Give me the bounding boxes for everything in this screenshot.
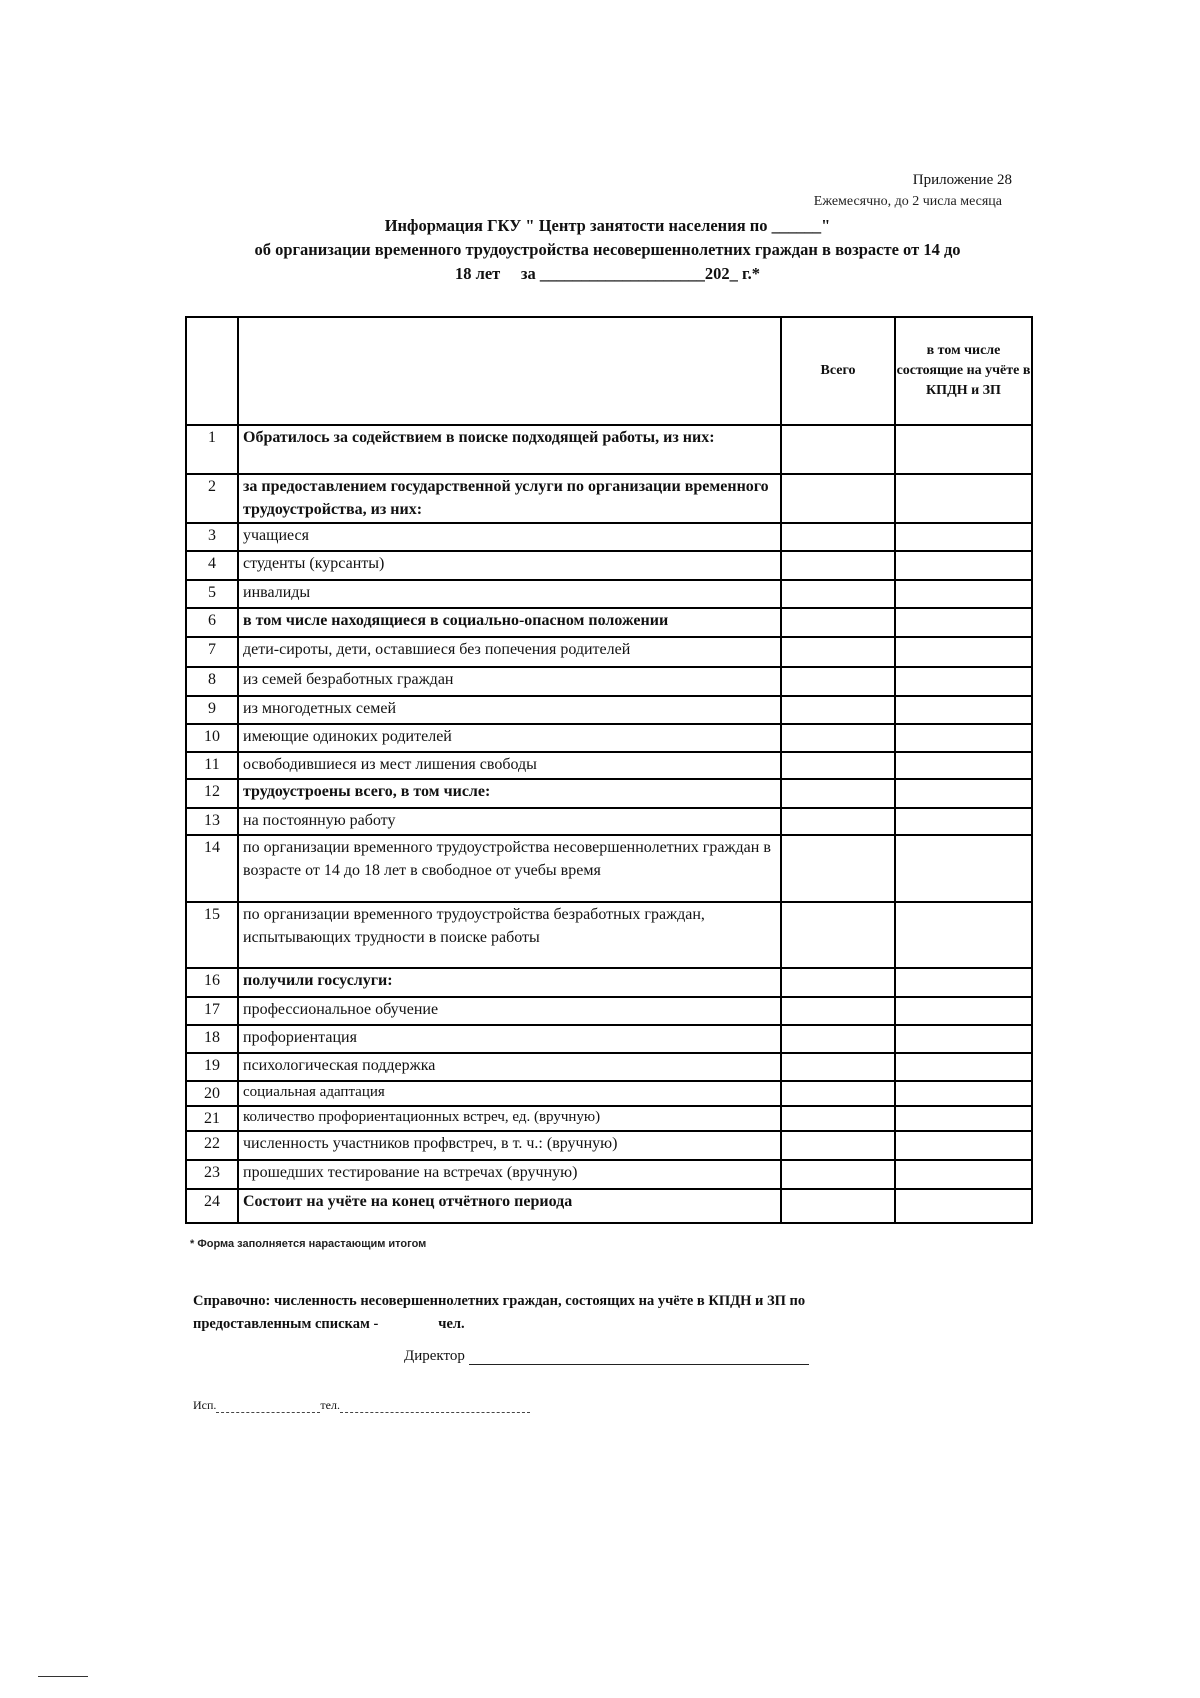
header-total: Всего xyxy=(781,317,895,425)
table-row xyxy=(186,667,1032,696)
row-total-cell[interactable] xyxy=(781,474,895,523)
director-signature-line[interactable] xyxy=(469,1364,809,1365)
row-indicator-label: трудоустроены всего, в том числе: xyxy=(238,779,781,808)
row-kdn-cell[interactable] xyxy=(895,425,1032,474)
row-kdn-cell[interactable] xyxy=(895,1131,1032,1160)
table-row xyxy=(186,637,1032,667)
reference-line2 xyxy=(193,1313,805,1336)
row-number: 2 xyxy=(186,474,238,523)
executor-line[interactable] xyxy=(216,1412,320,1413)
row-kdn-cell[interactable] xyxy=(895,1189,1032,1223)
row-number: 22 xyxy=(186,1131,238,1160)
row-number: 1 xyxy=(186,425,238,474)
row-total-cell[interactable] xyxy=(781,752,895,779)
row-number: 18 xyxy=(186,1025,238,1053)
table-row xyxy=(186,523,1032,551)
table-row xyxy=(186,902,1032,968)
row-total-cell[interactable] xyxy=(781,608,895,637)
row-total-cell[interactable] xyxy=(781,667,895,696)
row-total-cell[interactable] xyxy=(781,551,895,580)
row-total-cell[interactable] xyxy=(781,808,895,835)
row-kdn-cell[interactable] xyxy=(895,1081,1032,1106)
table-row xyxy=(186,1160,1032,1189)
row-indicator-label: прошедших тестирование на встречах (вручную) xyxy=(238,1160,781,1189)
row-total-cell[interactable] xyxy=(781,1106,895,1131)
row-number: 17 xyxy=(186,997,238,1025)
table-row xyxy=(186,779,1032,808)
reference-line1: Справочно: численность несовершеннолетних граждан, состоящих на учёте в КПДН и ЗП по xyxy=(193,1293,806,1309)
row-kdn-cell[interactable] xyxy=(895,1106,1032,1131)
table-row xyxy=(186,808,1032,835)
row-number: 21 xyxy=(186,1106,238,1131)
row-kdn-cell[interactable] xyxy=(895,997,1032,1025)
table-row xyxy=(186,608,1032,637)
table-row xyxy=(186,752,1032,779)
row-indicator-label: инвалиды xyxy=(238,580,781,608)
row-indicator-label: в том числе находящиеся в социально-опасном положении xyxy=(238,608,781,637)
row-indicator-label: из многодетных семей xyxy=(238,696,781,724)
row-number: 23 xyxy=(186,1160,238,1189)
row-indicator-label: численность участников профвстреч, в т. ч.: (вручную) xyxy=(238,1131,781,1160)
row-indicator-label: Обратилось за содействием в поиске подходящей работы, из них: xyxy=(238,425,781,474)
row-indicator-label: имеющие одиноких родителей xyxy=(238,724,781,752)
row-kdn-cell[interactable] xyxy=(895,808,1032,835)
table-row xyxy=(186,835,1032,902)
phone-line[interactable] xyxy=(340,1412,530,1413)
table-row xyxy=(186,1189,1032,1223)
row-kdn-cell[interactable] xyxy=(895,551,1032,580)
row-indicator-label: профессиональное обучение xyxy=(238,997,781,1025)
row-indicator-label: студенты (курсанты) xyxy=(238,551,781,580)
row-indicator-label: Состоит на учёте на конец отчётного периода xyxy=(238,1189,781,1223)
row-indicator-label: дети-сироты, дети, оставшиеся без попечения родителей xyxy=(238,637,781,667)
reference-lists-label: предоставленным спискам - xyxy=(193,1316,379,1332)
row-number: 9 xyxy=(186,696,238,724)
director-signature xyxy=(404,1348,809,1365)
reference-note xyxy=(193,1290,805,1336)
table-row xyxy=(186,1053,1032,1081)
submission-frequency: Ежемесячно, до 2 числа месяца xyxy=(813,194,1002,209)
row-kdn-cell[interactable] xyxy=(895,608,1032,637)
report-table-body xyxy=(186,317,1032,1223)
header-name-cell xyxy=(238,317,781,425)
table-row xyxy=(186,1106,1032,1131)
row-total-cell[interactable] xyxy=(781,523,895,551)
row-kdn-cell[interactable] xyxy=(895,724,1032,752)
row-number: 24 xyxy=(186,1189,238,1223)
row-total-cell[interactable] xyxy=(781,1131,895,1160)
appendix-number: Приложение 28 xyxy=(912,172,1012,188)
row-number: 7 xyxy=(186,637,238,667)
table-row xyxy=(186,997,1032,1025)
phone-label: тел. xyxy=(320,1398,340,1412)
table-row xyxy=(186,551,1032,580)
row-number: 12 xyxy=(186,779,238,808)
row-indicator-label: получили госуслуги: xyxy=(238,968,781,997)
director-label: Директор xyxy=(404,1348,465,1364)
row-total-cell[interactable] xyxy=(781,997,895,1025)
table-row xyxy=(186,696,1032,724)
row-indicator-label: учащиеся xyxy=(238,523,781,551)
row-kdn-cell[interactable] xyxy=(895,835,1032,902)
report-table xyxy=(185,316,1033,1224)
row-kdn-cell[interactable] xyxy=(895,523,1032,551)
row-total-cell[interactable] xyxy=(781,968,895,997)
table-row xyxy=(186,724,1032,752)
row-indicator-label: за предоставлением государственной услуги по организации временного трудоустройства, из них: xyxy=(238,474,781,523)
row-number: 15 xyxy=(186,902,238,968)
row-total-cell[interactable] xyxy=(781,1025,895,1053)
document-period: 18 лет за ____________________202_ г.* xyxy=(454,264,761,283)
row-indicator-label: психологическая поддержка xyxy=(238,1053,781,1081)
row-number: 8 xyxy=(186,667,238,696)
row-indicator-label: по организации временного трудоустройства безработных граждан, испытывающих трудности в поиске работы xyxy=(238,902,781,968)
row-total-cell[interactable] xyxy=(781,724,895,752)
row-indicator-label: социальная адаптация xyxy=(238,1081,781,1106)
row-kdn-cell[interactable] xyxy=(895,779,1032,808)
row-number: 10 xyxy=(186,724,238,752)
row-kdn-cell[interactable] xyxy=(895,752,1032,779)
row-indicator-label: по организации временного трудоустройства несовершеннолетних граждан в возрасте от 14 до 18 лет в свободное от учебы время xyxy=(238,835,781,902)
executor-block xyxy=(193,1398,530,1413)
row-indicator-label: количество профориентационных встреч, ед. (вручную) xyxy=(238,1106,781,1131)
row-total-cell[interactable] xyxy=(781,1189,895,1223)
corner-mark xyxy=(38,1676,88,1677)
document-subtitle: об организации временного трудоустройства несовершеннолетних граждан в возрасте от 14 до xyxy=(254,240,961,259)
row-kdn-cell[interactable] xyxy=(895,1053,1032,1081)
table-row xyxy=(186,1025,1032,1053)
header-kdn: в том числе состоящие на учёте в КПДН и ЗП xyxy=(895,317,1032,425)
row-number: 13 xyxy=(186,808,238,835)
row-number: 19 xyxy=(186,1053,238,1081)
executor-label: Исп. xyxy=(193,1398,217,1412)
row-total-cell[interactable] xyxy=(781,779,895,808)
row-number: 5 xyxy=(186,580,238,608)
row-indicator-label: из семей безработных граждан xyxy=(238,667,781,696)
row-total-cell[interactable] xyxy=(781,637,895,667)
header-num-cell xyxy=(186,317,238,425)
row-kdn-cell[interactable] xyxy=(895,667,1032,696)
row-kdn-cell[interactable] xyxy=(895,1160,1032,1189)
row-number: 16 xyxy=(186,968,238,997)
row-kdn-cell[interactable] xyxy=(895,696,1032,724)
row-total-cell[interactable] xyxy=(781,696,895,724)
row-number: 20 xyxy=(186,1081,238,1106)
row-total-cell[interactable] xyxy=(781,835,895,902)
row-total-cell[interactable] xyxy=(781,425,895,474)
row-indicator-label: на постоянную работу xyxy=(238,808,781,835)
document-title: Информация ГКУ " Центр занятости населения по ______" xyxy=(384,216,831,235)
row-total-cell[interactable] xyxy=(781,1081,895,1106)
row-kdn-cell[interactable] xyxy=(895,580,1032,608)
row-number: 4 xyxy=(186,551,238,580)
row-total-cell[interactable] xyxy=(781,902,895,968)
row-number: 14 xyxy=(186,835,238,902)
footnote: * Форма заполняется нарастающим итогом xyxy=(190,1238,427,1250)
row-total-cell[interactable] xyxy=(781,1053,895,1081)
row-indicator-label: освободившиеся из мест лишения свободы xyxy=(238,752,781,779)
row-kdn-cell[interactable] xyxy=(895,1025,1032,1053)
reference-unit: чел. xyxy=(438,1316,465,1332)
table-row xyxy=(186,580,1032,608)
row-total-cell[interactable] xyxy=(781,580,895,608)
row-kdn-cell[interactable] xyxy=(895,968,1032,997)
row-number: 6 xyxy=(186,608,238,637)
table-header-row xyxy=(186,317,1032,425)
table-row xyxy=(186,1081,1032,1106)
row-number: 11 xyxy=(186,752,238,779)
table-row xyxy=(186,425,1032,474)
row-total-cell[interactable] xyxy=(781,1160,895,1189)
row-indicator-label: профориентация xyxy=(238,1025,781,1053)
table-row xyxy=(186,474,1032,523)
row-kdn-cell[interactable] xyxy=(895,474,1032,523)
table-row xyxy=(186,968,1032,997)
row-kdn-cell[interactable] xyxy=(895,902,1032,968)
row-kdn-cell[interactable] xyxy=(895,637,1032,667)
row-number: 3 xyxy=(186,523,238,551)
table-row xyxy=(186,1131,1032,1160)
